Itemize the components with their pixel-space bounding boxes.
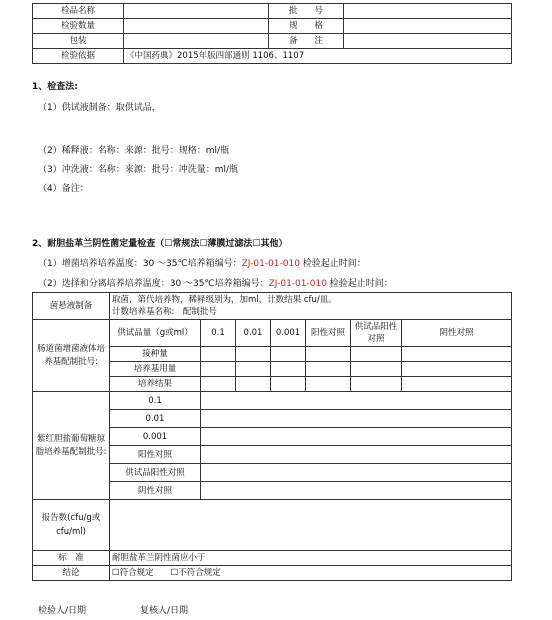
package-label: 包装 xyxy=(33,34,124,49)
cell[interactable] xyxy=(351,347,402,362)
broth-label: 肠道菌增菌液体培养基配制批号: xyxy=(33,320,110,392)
violet-cell-1[interactable] xyxy=(201,392,512,410)
sample-qty-field[interactable] xyxy=(124,19,269,34)
violet-row-6: 阴性对照 xyxy=(110,482,201,500)
cell[interactable] xyxy=(402,377,512,392)
violet-row-5: 供试品阳性对照 xyxy=(110,464,201,482)
cell[interactable] xyxy=(351,377,402,392)
inoculum-text xyxy=(110,293,512,320)
cell[interactable] xyxy=(351,362,402,377)
section1-title: 1、检查法: xyxy=(32,82,78,92)
violet-row-2: 0.01 xyxy=(110,410,201,428)
violet-row-1: 0.1 xyxy=(110,392,201,410)
enrichment-line xyxy=(38,256,366,269)
note-line: （4）备注： xyxy=(38,184,89,194)
cell[interactable] xyxy=(201,347,236,362)
header-negative: 阴性对照 xyxy=(402,320,512,347)
row-medium: 培养基用量 xyxy=(110,362,201,377)
main-grid xyxy=(32,292,512,581)
violet-row-3: 0.001 xyxy=(110,428,201,446)
basis-label: 检验依据 xyxy=(33,49,124,64)
diluent-line: （2）稀释液：名称：来源：批号：规格：ml/瓶 xyxy=(38,146,230,156)
sample-qty-label: 检验数量 xyxy=(33,19,124,34)
cell[interactable] xyxy=(306,347,351,362)
basis-value: 《中国药典》2015年版四部通则 1106、1107 xyxy=(124,49,512,64)
selection-line xyxy=(38,276,393,289)
cell[interactable] xyxy=(236,347,271,362)
header-positive: 阳性对照 xyxy=(306,320,351,347)
conclusion-value[interactable]: ☐符合规定 ☐不符合规定 xyxy=(110,566,512,581)
selection-time: 检验起止时间： xyxy=(326,279,393,289)
spec-field[interactable] xyxy=(344,19,512,34)
incubator-id-2: ZJ-01-01-010 xyxy=(268,279,327,289)
package-field[interactable] xyxy=(124,34,269,49)
product-name-label: 检品名称 xyxy=(33,4,124,19)
spec-label: 规 格 xyxy=(269,19,344,34)
enrichment-text: （1）增菌培养培养温度：30 ～35℃培养箱编号： xyxy=(38,259,242,269)
cell[interactable] xyxy=(271,362,306,377)
header-dil-2: 0.01 xyxy=(236,320,271,347)
header-sample-qty: 供试品量（g或ml） xyxy=(110,320,201,347)
cell[interactable] xyxy=(271,347,306,362)
violet-cell-5[interactable] xyxy=(201,464,512,482)
inoculum-text-2: 计数培养基名称: 配制批号 xyxy=(112,307,217,317)
reviewer-label: 复核人/日期 xyxy=(140,606,189,616)
cell[interactable] xyxy=(271,377,306,392)
remark-label: 备 注 xyxy=(269,34,344,49)
top-info-table xyxy=(32,3,512,64)
inoculum-text-1: 取菌，第代培养物，稀释级别为，加ml，计数结果 cfu/皿。 xyxy=(112,295,337,305)
standard-label: 标 准 xyxy=(33,551,110,566)
violet-row-4: 阳性对照 xyxy=(110,446,201,464)
cell[interactable] xyxy=(201,377,236,392)
cell[interactable] xyxy=(306,377,351,392)
prep-line: （1）供试液制备：取供试品， xyxy=(38,103,161,113)
cell[interactable] xyxy=(306,362,351,377)
report-value[interactable] xyxy=(110,500,512,551)
inoculum-label: 菌悬液制备 xyxy=(33,293,110,320)
violet-cell-3[interactable] xyxy=(201,428,512,446)
header-dil-3: 0.001 xyxy=(271,320,306,347)
selection-text: （2）选择和分离培养培养温度：30 ～35℃培养箱编号： xyxy=(38,279,269,289)
remark-field[interactable] xyxy=(344,34,512,49)
standard-value: 耐胆盐革兰阴性菌应小于 xyxy=(110,551,512,566)
cell[interactable] xyxy=(236,377,271,392)
batch-no-label: 批 号 xyxy=(269,4,344,19)
tester-label: 检验人/日期 xyxy=(38,606,87,616)
report-label: 报告数(cfu/g或cfu/ml) xyxy=(33,500,110,551)
cell[interactable] xyxy=(402,347,512,362)
conclusion-label: 结论 xyxy=(33,566,110,581)
violet-label: 紫红胆盐葡萄糖琼脂培养基配制批号: xyxy=(33,392,110,500)
incubator-id-1: ZJ-01-01-010 xyxy=(241,259,300,269)
cell[interactable] xyxy=(402,362,512,377)
violet-cell-4[interactable] xyxy=(201,446,512,464)
section2-title: 2、耐胆盐革兰阴性菌定量检查（☐常规法☐薄膜过滤法☐其他） xyxy=(32,239,288,249)
header-dil-1: 0.1 xyxy=(201,320,236,347)
cell[interactable] xyxy=(236,362,271,377)
header-sample-positive: 供试品阳性对照 xyxy=(351,320,402,347)
cell[interactable] xyxy=(201,362,236,377)
row-result: 培养结果 xyxy=(110,377,201,392)
batch-no-field[interactable] xyxy=(344,4,512,19)
product-name-field[interactable] xyxy=(124,4,269,19)
enrichment-time: 检验起止时间： xyxy=(299,259,366,269)
rinse-line: （3）冲洗液：名称：来源：批号：冲洗量：ml/瓶 xyxy=(38,165,239,175)
violet-cell-2[interactable] xyxy=(201,410,512,428)
violet-cell-6[interactable] xyxy=(201,482,512,500)
row-inoculum: 接种量 xyxy=(110,347,201,362)
